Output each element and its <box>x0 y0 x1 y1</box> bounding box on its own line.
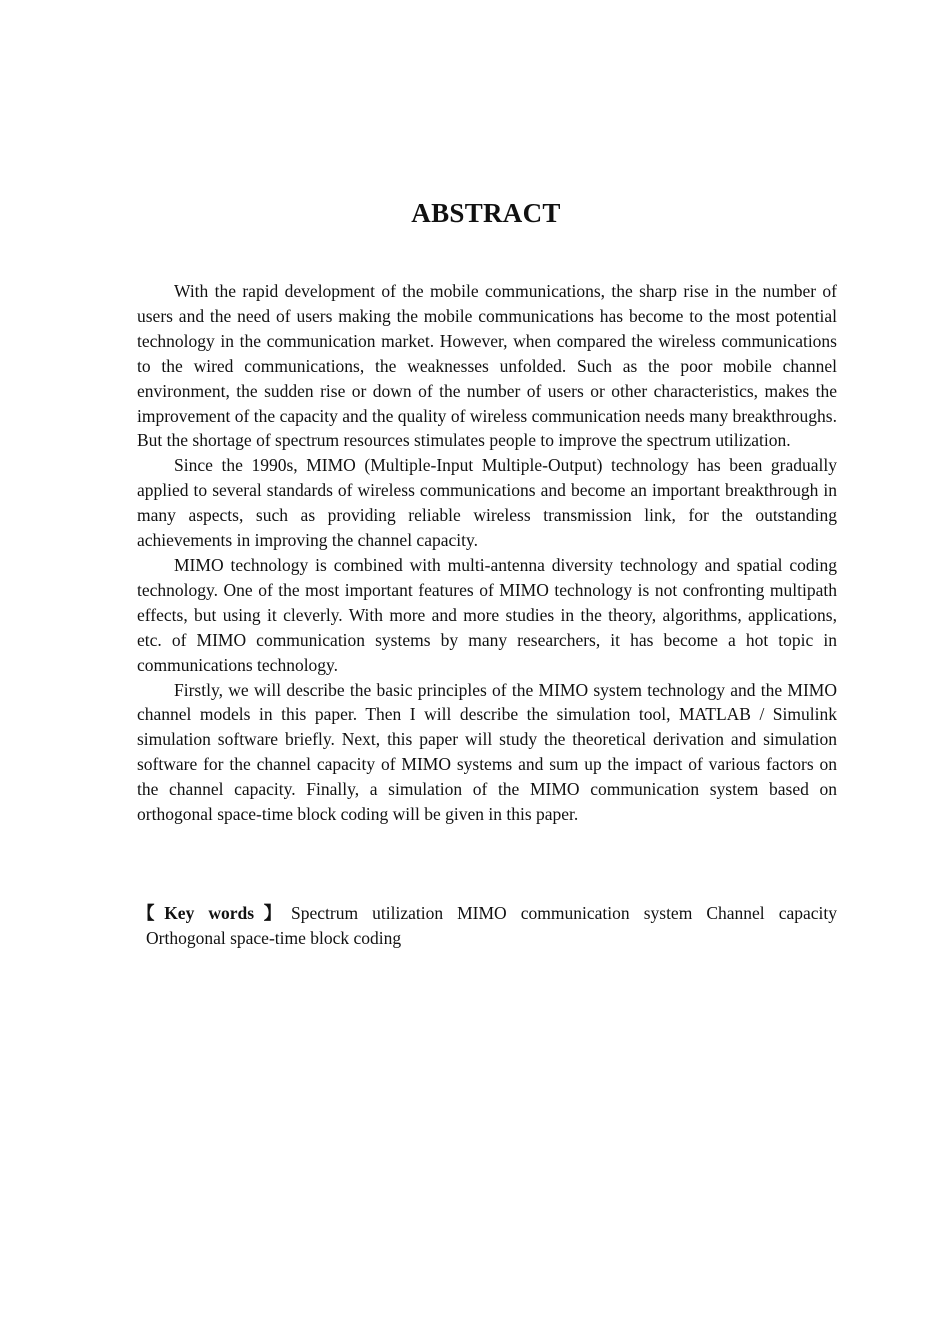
abstract-title: ABSTRACT <box>411 198 561 228</box>
keyword-item: Channel capacity <box>706 903 838 923</box>
keywords-label: 【Key words】 <box>137 903 291 923</box>
abstract-paragraph: MIMO technology is combined with multi-antenna diversity technology and spatial coding technology. One of the most important features of MIMO technology is not confronting multipath effects, but using it cleverly. With more and more studies in the theory, algorithms, applications, etc. of MIMO communication systems by many researchers, it has become a hot topic in communications technology. <box>137 554 837 675</box>
keywords-line-1 <box>137 901 837 926</box>
keywords-line-2 <box>137 926 837 951</box>
abstract-paragraph: With the rapid development of the mobile communications, the sharp rise in the number of users and the need of users making the mobile communications has become to the most potential technology in the communication market. However, when compared the wireless communications to the wired communications, the weaknesses unfolded. Such as the poor mobile channel environment, the sudden rise or down of the number of users or other characteristics, makes the improvement of the capacity and the quality of wireless communication needs many breakthroughs. But the shortage of spectrum resources stimulates people to improve the spectrum utilization. <box>137 281 837 451</box>
abstract-paragraph: Since the 1990s, MIMO (Multiple-Input Multiple-Output) technology has been gradually applied to several standards of wireless communications and become an important breakthrough in many aspects, such as providing reliable wireless transmission link, for the outstanding achievements in improving the channel capacity. <box>137 455 837 551</box>
keywords-block <box>137 901 837 951</box>
abstract-paragraph: Firstly, we will describe the basic principles of the MIMO system technology and the MIMO channel models in this paper. Then I will describe the simulation tool, MATLAB / Simulink simulation software briefly. Next, this paper will study the theoretical derivation and simulation software for the channel capacity of MIMO systems and sum up the impact of various factors on the channel capacity. Finally, a simulation of the MIMO communication system based on orthogonal space-time block coding will be given in this paper. <box>137 679 837 825</box>
keyword-item: Spectrum utilization <box>291 903 444 923</box>
keyword-item: Orthogonal space-time block coding <box>146 927 402 948</box>
keyword-item: MIMO communication system <box>457 903 693 923</box>
abstract-body <box>137 279 837 827</box>
